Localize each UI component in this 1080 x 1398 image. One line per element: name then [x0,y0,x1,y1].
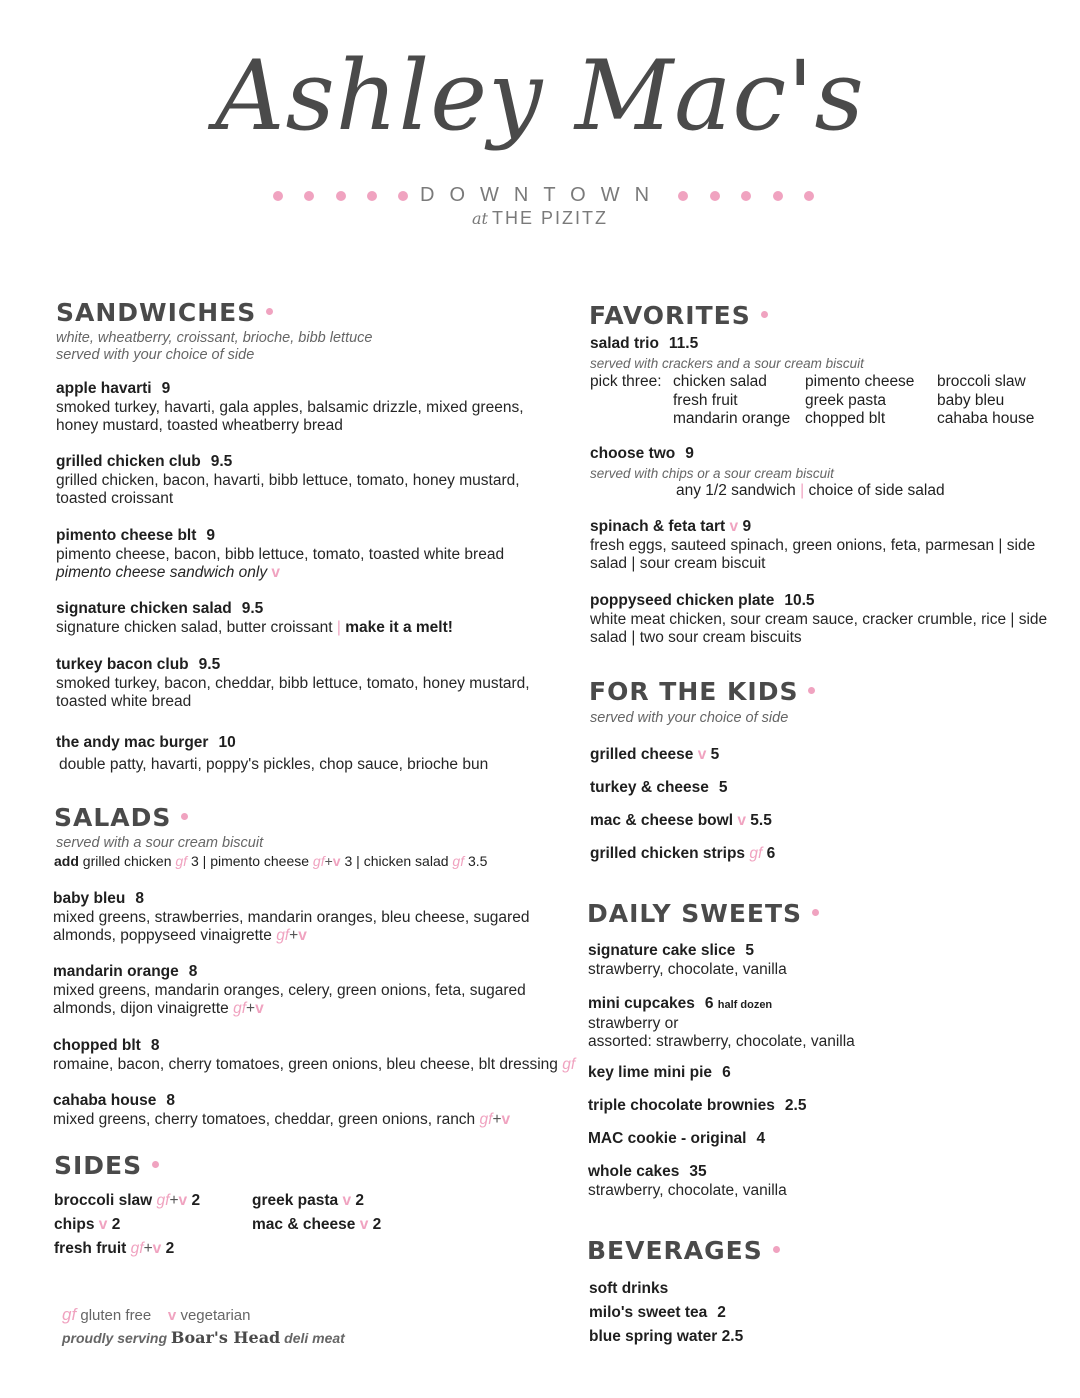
downtown-row [0,184,1080,208]
logo: Ashley Mac's [215,40,865,152]
side-item: chips v 2 [54,1216,121,1233]
kids-item: mac & cheese bowl v 5.5 [590,812,772,829]
sandwiches-side-note: served with your choice of side [56,347,255,363]
section-title-sandwiches: SANDWICHES [56,298,273,327]
pink-dot [773,1246,780,1253]
menu-item: turkey bacon club 9.5 smoked turkey, bacon, cheddar, bibb lettuce, tomato, honey mustard, toasted white bread [56,656,530,710]
pink-dot [266,308,273,315]
downtown-label: DOWNTOWN [420,184,665,206]
pink-dot [812,909,819,916]
menu-item: salad trio 11.5 [590,335,699,352]
pizitz-line [0,208,1080,229]
pick-column: broccoli slaw baby bleu cahaba house [937,373,1035,427]
pink-dot [741,191,751,201]
trio-note: served with crackers and a sour cream biscuit [590,356,864,371]
menu-item: the andy mac burger 10 double patty, havarti, poppy's pickles, chop sauce, brioche bun [56,734,489,773]
section-title-sides: SIDES [54,1151,159,1180]
pick-three-label: pick three: [590,373,662,390]
pizitz-label: THE PIZITZ [491,208,608,228]
pink-dot [804,191,814,201]
section-title-favorites: FAVORITES [589,301,768,330]
pink-dot [710,191,720,201]
menu-item: mandarin orange 8 mixed greens, mandarin oranges, celery, green onions, feta, sugared almonds, dijon vinaigrette gf+v [53,963,526,1017]
pink-dot [181,813,188,820]
pick-column: chicken salad fresh fruit mandarin orange [673,373,791,427]
side-item: mac & cheese v 2 [252,1216,382,1233]
choose-two-note: served with chips or a sour cream biscuit [590,466,834,481]
pink-dot [773,191,783,201]
beverage-item: blue spring water 2.5 [589,1328,744,1345]
pink-dot [398,191,408,201]
choose-two-options: any 1/2 sandwich | choice of side salad [676,482,945,499]
sweets-item: whole cakes 35 strawberry, chocolate, vanilla [588,1163,787,1199]
pink-dot [152,1161,159,1168]
kids-item: turkey & cheese 5 [590,779,728,796]
menu-item: grilled chicken club 9.5 grilled chicken, bacon, havarti, bibb lettuce, tomato, honey mustard, toasted croissant [56,453,520,507]
kids-item: grilled cheese v 5 [590,746,720,763]
menu-item: cahaba house 8 mixed greens, cherry tomatoes, cheddar, green onions, ranch gf+v [53,1092,511,1128]
side-item: fresh fruit gf+v 2 [54,1240,175,1257]
sweets-item: MAC cookie - original 4 [588,1130,766,1147]
pink-dot [336,191,346,201]
section-title-salads: SALADS [54,803,188,832]
dietary-legend: gf gluten free v vegetarian [62,1305,251,1324]
kids-item: grilled chicken strips gf 6 [590,845,776,862]
vegetarian-tag: v [271,564,281,581]
sweets-item: triple chocolate brownies 2.5 [588,1097,807,1114]
menu-item: choose two 9 [590,445,694,462]
menu-item: baby bleu 8 mixed greens, strawberries, mandarin oranges, bleu cheese, sugared almonds, poppyseed vinaigrette gf+v [53,890,530,944]
side-item: broccoli slaw gf+v 2 [54,1192,201,1209]
sandwiches-bread-note: white, wheatberry, croissant, brioche, bibb lettuce [56,330,373,346]
menu-item: signature chicken salad 9.5 signature chicken salad, butter croissant | make it a melt! [56,600,453,636]
section-title-beverages: BEVERAGES [587,1236,780,1265]
section-title-sweets: DAILY SWEETS [587,899,819,928]
menu-item: poppyseed chicken plate 10.5 white meat chicken, sour cream sauce, cracker crumble, rice | side salad | two sour cream biscuits [590,592,1048,646]
at-label: at [472,209,488,228]
pink-dot [761,311,768,318]
pink-dot [304,191,314,201]
beverage-item: soft drinks [589,1280,669,1297]
pink-dot [678,191,688,201]
menu-item: pimento cheese blt 9 pimento cheese, bacon, bibb lettuce, tomato, toasted white bread pimento cheese sandwich only v [56,527,505,581]
pink-dot [808,687,815,694]
sweets-item: key lime mini pie 6 [588,1064,731,1081]
sweets-item: signature cake slice 5 strawberry, chocolate, vanilla [588,942,787,978]
boars-head-note: proudly serving Boar's Head deli meat [62,1328,345,1347]
pick-column: pimento cheese greek pasta chopped blt [805,373,915,427]
menu-item: chopped blt 8 romaine, bacon, cherry tomatoes, green onions, bleu cheese, blt dressing gf [53,1037,576,1073]
menu-item: apple havarti 9 smoked turkey, havarti, gala apples, balsamic drizzle, mixed greens, honey mustard, toasted wheatberry bread [56,380,524,434]
kids-side-note: served with your choice of side [590,710,789,726]
sweets-item: mini cupcakes 6 half dozen strawberry or assorted: strawberry, chocolate, vanilla [588,995,855,1050]
pink-dot [273,191,283,201]
pink-dot [367,191,377,201]
boars-head-logo: Boar's Head [170,1328,281,1347]
beverage-item: milo's sweet tea 2 [589,1304,726,1321]
salad-add-ons: add grilled chicken gf 3 | pimento cheese gf+v 3 | chicken salad gf 3.5 [54,853,488,869]
side-item: greek pasta v 2 [252,1192,365,1209]
salads-biscuit-note: served with a sour cream biscuit [56,835,264,851]
menu-item: spinach & feta tart v 9 fresh eggs, sauteed spinach, green onions, feta, parmesan | side salad | sour cream biscuit [590,518,1036,572]
section-title-kids: FOR THE KIDS [589,677,815,706]
